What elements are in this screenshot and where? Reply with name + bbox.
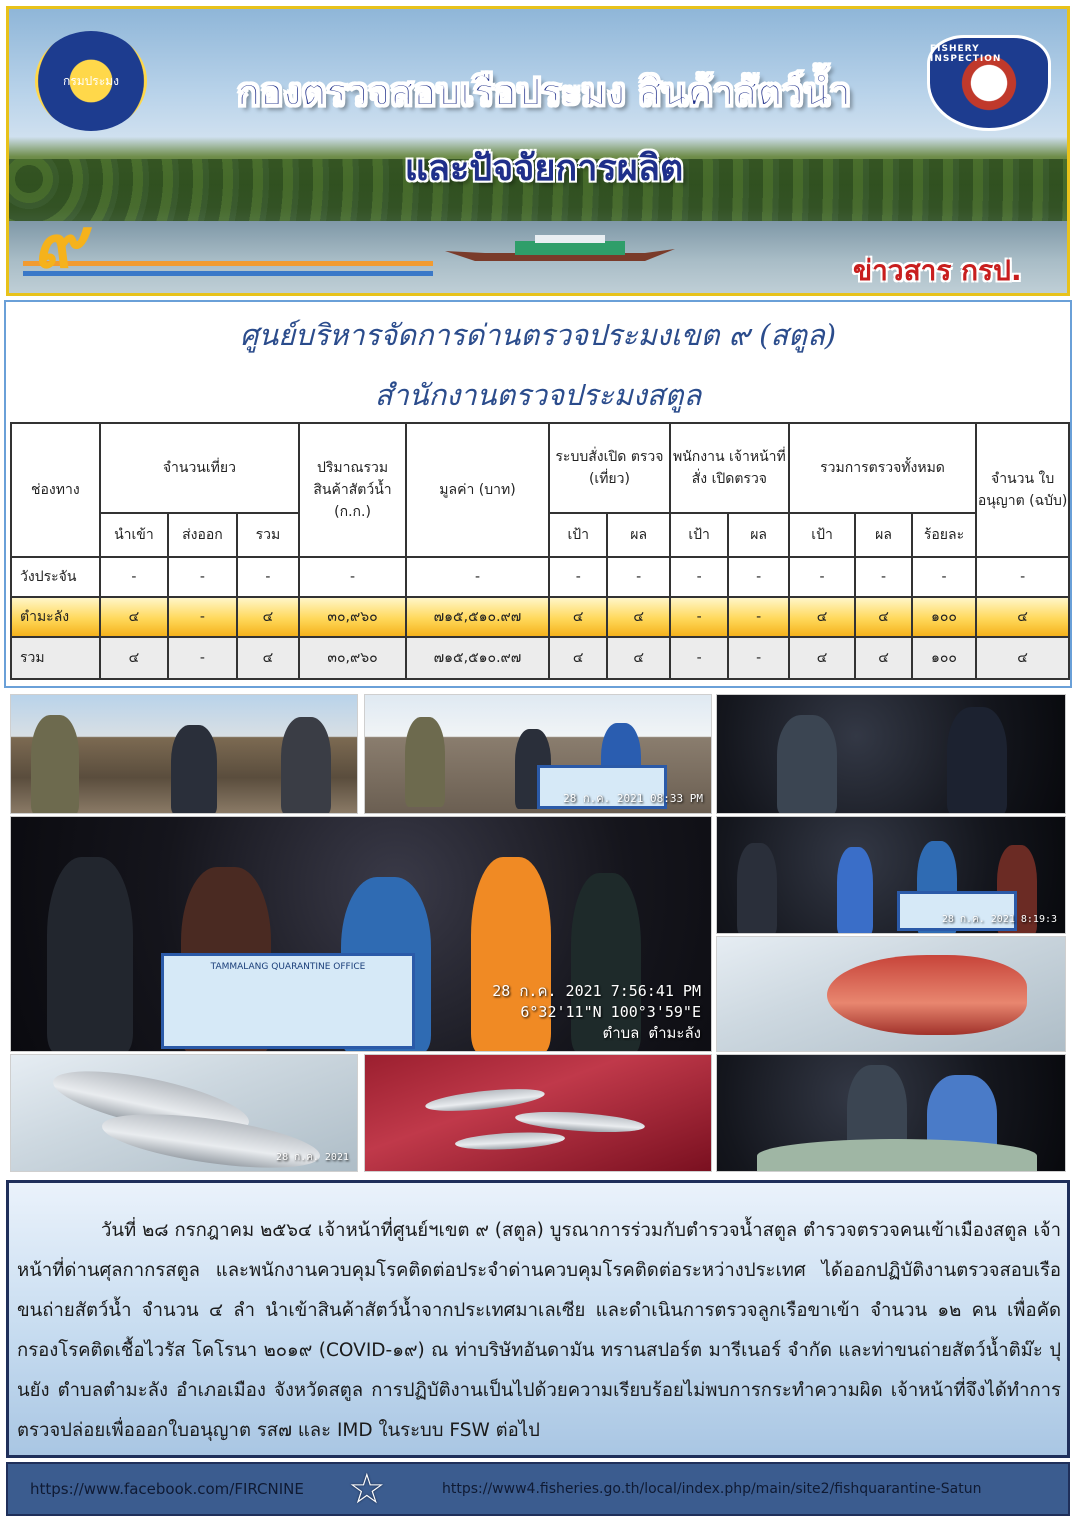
photo-location: ตำบล ตำมะลัง xyxy=(602,1024,701,1042)
table-row xyxy=(11,557,1069,597)
blue-stripe xyxy=(23,271,433,276)
news-report-text: วันที่ ๒๘ กรกฎาคม ๒๕๖๔ เจ้าหน้าที่ศูนย์ฯเขต ๙ (สตูล) บูรณาการร่วมกับตำรวจน้ำสตูล ตำรวจตรวจคนเข้าเมืองสตูล เจ้าหน้าที่ด่านศุลกากรสตูล และพนักงานควบคุมโรคติดต่อประจำด่านควบคุมโรคติดต่อระหว่างประเทศ ได้ออกปฏิบัติงานตรวจสอบเรือขนถ่ายสัตว์น้ำ จำนวน ๔ ลำ นำเข้าสินค้าสัตว์น้ำจากประเทศมาเลเซีย และดำเนินการตรวจลูกเรือขาเข้า จำนวน ๑๒ คน เพื่อคัดกรองโรคติดเชื้อไวรัส โคโรนา ๒๐๑๙ (COVID-๑๙) ณ ท่าบริษัทอันดามัน ทรานสปอร์ต มารีเนอร์ จำกัด และท่าขนถ่ายสัตว์น้ำติม๊ะ ปุนยัง ตำบลตำมะลัง อำเภอเมือง จังหวัดสตูล การปฏิบัติงานเป็นไปด้วยความเรียบร้อยไม่พบการกระทำความผิด เจ้าหน้าที่จึงได้ทำการตรวจปล่อยเพื่อออกใบอนุญาต รส๗ และ IMD ในระบบ FSW ต่อไป xyxy=(17,1220,1061,1441)
cell-export: - xyxy=(168,597,237,637)
cell-all-target: - xyxy=(789,557,855,597)
cell-value: - xyxy=(406,557,549,597)
photo-red-snapper xyxy=(716,936,1066,1052)
website-link[interactable]: https://www4.fisheries.go.th/local/index.php/main/site2/fishquarantine-Satun xyxy=(442,1481,982,1497)
photo-crew-check xyxy=(716,816,1066,934)
cell-off-result: - xyxy=(728,637,788,679)
header-result: ผล xyxy=(728,513,788,557)
fishery-inspection-logo xyxy=(927,35,1051,131)
cell-value: ๗๑๕,๕๑๐.๙๗ xyxy=(406,637,549,679)
facebook-link[interactable]: https://www.facebook.com/FIRCNINE xyxy=(30,1480,304,1498)
cell-quantity: ๓๐,๙๖๐ xyxy=(299,637,406,679)
cell-total: ๔ xyxy=(237,597,299,637)
photo-fish-handling xyxy=(716,1054,1066,1172)
statistics-panel xyxy=(4,300,1072,688)
cell-import: - xyxy=(100,557,169,597)
photo-officers-pier xyxy=(10,694,358,814)
cell-sys-result: ๔ xyxy=(607,597,669,637)
cell-percent: ๑๐๐ xyxy=(912,637,976,679)
header-target: เป้า xyxy=(670,513,728,557)
news-tag: ข่าวสาร กรป. xyxy=(853,254,1022,287)
photo-temperature-screening xyxy=(10,816,712,1052)
header-percent: ร้อยละ xyxy=(912,513,976,557)
header-target: เป้า xyxy=(549,513,607,557)
header-quantity: ปริมาณรวม สินค้าสัตว์น้ำ (ก.ก.) xyxy=(299,423,406,557)
footer-bar xyxy=(6,1462,1070,1516)
table-row-total xyxy=(11,637,1069,679)
cell-all-result: ๔ xyxy=(855,597,911,637)
cell-total: ๔ xyxy=(237,637,299,679)
photo-inspection-dock xyxy=(364,694,712,814)
cell-channel: รวม xyxy=(11,637,100,679)
photo-night-document xyxy=(716,694,1066,814)
cell-permits: ๔ xyxy=(976,597,1069,637)
office-title: สำนักงานตรวจประมงสตูล xyxy=(374,378,702,412)
orange-stripe xyxy=(23,261,433,266)
header-total: รวม xyxy=(237,513,299,557)
cell-value: ๗๑๕,๕๑๐.๙๗ xyxy=(406,597,549,637)
header-banner xyxy=(6,6,1070,296)
logo-left-text: กรมประมง xyxy=(63,73,119,88)
cell-channel: ตำมะลัง xyxy=(11,597,100,637)
cell-off-result: - xyxy=(728,557,788,597)
header-result: ผล xyxy=(855,513,911,557)
department-of-fisheries-logo xyxy=(35,31,147,131)
photo-timestamp: 28 ก.ค. 2021 08:33 PM xyxy=(563,792,703,805)
photo-coordinates: 6°32'11"N 100°3'59"E xyxy=(520,1003,701,1021)
header-all-inspect: รวมการตรวจทั้งหมด xyxy=(789,423,976,513)
cell-total: - xyxy=(237,557,299,597)
cell-all-result: ๔ xyxy=(855,637,911,679)
header-permits: จำนวน ใบอนุญาต (ฉบับ) xyxy=(976,423,1069,557)
cell-permits: ๔ xyxy=(976,637,1069,679)
photo-timestamp: 28 ก.ค. 2021 xyxy=(276,1152,349,1163)
cell-off-result: - xyxy=(728,597,788,637)
cell-sys-target: ๔ xyxy=(549,637,607,679)
cell-all-target: ๔ xyxy=(789,637,855,679)
cell-sys-target: - xyxy=(549,557,607,597)
cell-quantity: - xyxy=(299,557,406,597)
photo-timestamp: 28 ก.ค. 2021 7:56:41 PM xyxy=(492,982,701,1000)
header-officer-inspect: พนักงาน เจ้าหน้าที่สั่ง เปิดตรวจ xyxy=(670,423,789,513)
region-nine-mark: ๙ xyxy=(33,202,85,284)
cell-quantity: ๓๐,๙๖๐ xyxy=(299,597,406,637)
cell-sys-target: ๔ xyxy=(549,597,607,637)
cell-off-target: - xyxy=(670,557,728,597)
header-target: เป้า xyxy=(789,513,855,557)
cell-off-target: - xyxy=(670,637,728,679)
photo-fish-on-ice xyxy=(10,1054,358,1172)
cell-percent: - xyxy=(912,557,976,597)
cell-percent: ๑๐๐ xyxy=(912,597,976,637)
star-icon: ☆ xyxy=(348,1464,386,1513)
cell-channel: วังประจัน xyxy=(11,557,100,597)
cell-sys-result: ๔ xyxy=(607,637,669,679)
cell-import: ๔ xyxy=(100,637,169,679)
cell-all-target: ๔ xyxy=(789,597,855,637)
cell-export: - xyxy=(168,557,237,597)
photo-mackerel-catch xyxy=(364,1054,712,1172)
center-title: ศูนย์บริหารจัดการด่านตรวจประมงเขต ๙ (สตูล) xyxy=(239,318,837,352)
table-row-highlighted xyxy=(11,597,1069,637)
inspection-stats-table xyxy=(10,422,1070,680)
poster-title: TAMMALANG QUARANTINE OFFICE xyxy=(210,962,366,972)
photo-timestamp: 28 ก.ค. 2021 8:19:3 xyxy=(941,914,1057,925)
cell-import: ๔ xyxy=(100,597,169,637)
header-result: ผล xyxy=(607,513,669,557)
cell-all-result: - xyxy=(855,557,911,597)
header-value: มูลค่า (บาท) xyxy=(406,423,549,557)
banner-title: กองตรวจสอบเรือประมง สินค้าสัตว์น้ำ xyxy=(237,70,851,114)
cell-off-target: - xyxy=(670,597,728,637)
cell-export: - xyxy=(168,637,237,679)
cell-sys-result: - xyxy=(607,557,669,597)
boat-icon xyxy=(445,231,695,271)
logo-right-text: FISHERY INSPECTION xyxy=(930,44,1002,64)
cell-permits: - xyxy=(976,557,1069,597)
header-export: ส่งออก xyxy=(168,513,237,557)
banner-subtitle: และปัจจัยการผลิต xyxy=(404,148,684,189)
news-report-box xyxy=(6,1180,1070,1458)
header-import: นำเข้า xyxy=(100,513,169,557)
header-system-inspect: ระบบสั่งเปิด ตรวจ (เที่ยว) xyxy=(549,423,670,513)
header-channel: ช่องทาง xyxy=(11,423,100,557)
header-trips: จำนวนเที่ยว xyxy=(100,423,299,513)
